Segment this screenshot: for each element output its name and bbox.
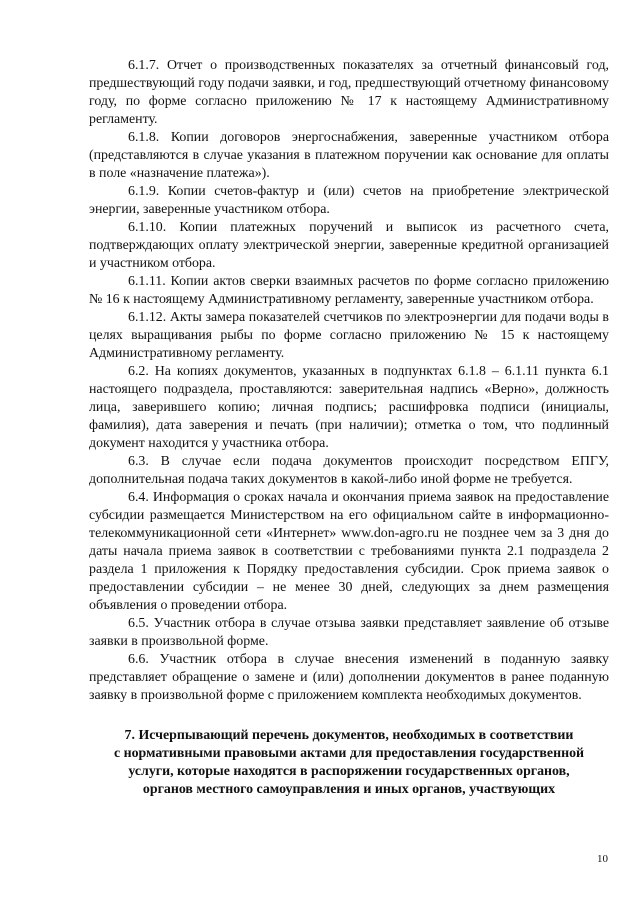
paragraph-6-5: 6.5. Участник отбора в случае отзыва заявки представляет заявление об отзыве заявки в произвольной форме. xyxy=(89,616,609,649)
paragraph-6-1-8: 6.1.8. Копии договоров энергоснабжения, заверенные участником отбора (представляются в случае указания в платежном поручении как основание для оплаты в поле «назначение платежа»). xyxy=(89,130,609,181)
paragraph-6-1-7: 6.1.7. Отчет о производственных показателях за отчетный финансовый год, предшествующий году подачи заявки, и год, предшествующий отчетному финансовому году, по форме согласно приложению № 17 к настоящему Административному регламенту. xyxy=(89,58,609,127)
paragraph-6-1-10: 6.1.10. Копии платежных поручений и выписок из расчетного счета, подтверждающих оплату электрической энергии, заверенные кредитной организацией и участником отбора. xyxy=(89,220,609,271)
section-7-heading xyxy=(89,727,609,799)
page-number: 10 xyxy=(597,853,608,865)
heading-line: услуги, которые находятся в распоряжении государственных органов, xyxy=(128,764,570,779)
paragraph-6-1-11: 6.1.11. Копии актов сверки взаимных расчетов по форме согласно приложению № 16 к настоящему Административному регламенту, заверенные участником отбора. xyxy=(89,274,609,307)
paragraph-6-2: 6.2. На копиях документов, указанных в подпунктах 6.1.8 – 6.1.11 пункта 6.1 настоящего подраздела, проставляются: заверительная надпись «Верно», должность лица, заверившего копию; личная подпись; расшифровка подписи (инициалы, фамилия), дата заверения и печать (при наличии); отметка о том, что подлинный документ находится у участника отбора. xyxy=(89,364,609,451)
heading-line: с нормативными правовыми актами для предоставления государственной xyxy=(113,746,585,761)
heading-line: органов местного самоуправления и иных органов, участвующих xyxy=(142,782,556,797)
paragraph-6-4: 6.4. Информация о сроках начала и окончания приема заявок на предоставление субсидии размещается Министерством на его официальном сайте в информационно-телекоммуникационной сети «Интернет» www.don-agro.ru не позднее чем за 3 дня до даты начала приема заявок в соответствии с требованиями пункта 2.1 подраздела 2 раздела 1 приложения к Порядку предоставления субсидии. Срок приема заявок о предоставлении субсидии – не менее 30 дней, следующих за днем размещения объявления о проведении отбора. xyxy=(89,490,609,613)
paragraph-6-1-12: 6.1.12. Акты замера показателей счетчиков по электроэнергии для подачи воды в целях выращивания рыбы по форме согласно приложению № 15 к настоящему Административному регламенту. xyxy=(89,310,609,361)
paragraph-6-6: 6.6. Участник отбора в случае внесения изменений в поданную заявку представляет обращение о замене и (или) дополнении документов в ранее поданную заявку в произвольной форме с приложением комплекта необходимых документов. xyxy=(89,652,609,703)
heading-line: 7. Исчерпывающий перечень документов, необходимых в соответствии xyxy=(124,728,574,743)
paragraph-6-1-9: 6.1.9. Копии счетов-фактур и (или) счетов на приобретение электрической энергии, заверенные участником отбора. xyxy=(89,184,609,217)
paragraph-6-3: 6.3. В случае если подача документов происходит посредством ЕПГУ, дополнительная подача таких документов в какой-либо иной форме не требуется. xyxy=(89,454,609,487)
